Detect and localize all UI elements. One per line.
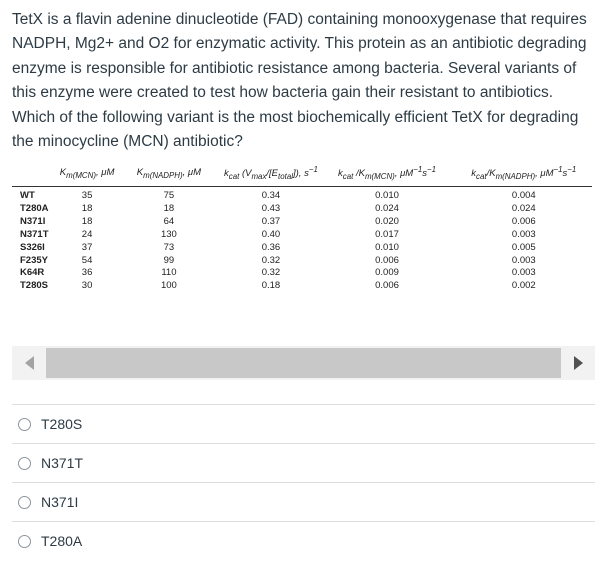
header-kcat: $k_{cat}$ $(V_{max}/[E_{total}])$, $s^{-1}$ bbox=[223, 163, 318, 187]
value-cell-kcat-km-nadph: 0.003 bbox=[511, 267, 536, 279]
radio-button[interactable] bbox=[18, 418, 31, 431]
answer-option[interactable] bbox=[12, 521, 595, 560]
header-km-mcn: $K_{m(MCN)}$, μM bbox=[60, 163, 115, 187]
value-cell-kcat: 0.43 bbox=[261, 202, 281, 214]
radio-button[interactable] bbox=[18, 535, 31, 548]
value-cell-kcat: 0.32 bbox=[261, 254, 281, 266]
value-cell-kcat: 0.18 bbox=[261, 280, 281, 292]
header-kcat-km-nadph: $k_{cat}/K_{m(NADPH)}$, $\mu M^{-1}s^{-1}$ bbox=[456, 163, 592, 187]
table-row bbox=[12, 267, 592, 280]
answer-options bbox=[12, 404, 595, 560]
value-cell-km-nadph: 64 bbox=[163, 215, 175, 227]
value-cell-kcat-km-nadph: 0.004 bbox=[511, 190, 536, 202]
value-cell-kcat-km-mcn: 0.010 bbox=[375, 241, 399, 253]
value-cell-km-nadph: 73 bbox=[163, 241, 175, 253]
value-cell-km-mcn: 30 bbox=[81, 280, 93, 292]
table-row bbox=[12, 255, 592, 268]
option-label: T280S bbox=[41, 416, 83, 432]
option-label: N371I bbox=[41, 494, 79, 510]
value-cell-km-nadph: 18 bbox=[163, 202, 175, 214]
variant-cell: F235Y bbox=[20, 254, 48, 266]
value-cell-kcat-km-nadph: 0.003 bbox=[511, 254, 536, 266]
value-cell-kcat-km-mcn: 0.006 bbox=[375, 280, 399, 292]
variant-cell: N371T bbox=[20, 228, 49, 240]
kinetics-table bbox=[12, 163, 592, 293]
value-cell-kcat-km-nadph: 0.024 bbox=[511, 202, 536, 214]
value-cell-kcat-km-mcn: 0.017 bbox=[375, 228, 399, 240]
value-cell-km-mcn: 37 bbox=[81, 241, 93, 253]
value-cell-kcat-km-mcn: 0.020 bbox=[375, 215, 399, 227]
option-label: N371T bbox=[41, 455, 84, 471]
radio-button[interactable] bbox=[18, 496, 31, 509]
value-cell-kcat-km-mcn: 0.006 bbox=[375, 254, 399, 266]
answer-option[interactable] bbox=[12, 482, 595, 521]
scroll-left-button[interactable] bbox=[12, 346, 46, 380]
value-cell-km-mcn: 18 bbox=[81, 215, 93, 227]
value-cell-km-nadph: 130 bbox=[160, 228, 177, 240]
horizontal-scrollbar[interactable] bbox=[12, 346, 595, 380]
value-cell-km-mcn: 18 bbox=[81, 202, 93, 214]
value-cell-kcat: 0.37 bbox=[261, 215, 281, 227]
variant-cell: S326I bbox=[20, 241, 45, 253]
value-cell-kcat-km-nadph: 0.002 bbox=[511, 280, 536, 292]
table-row bbox=[12, 216, 592, 229]
question-text: TetX is a flavin adenine dinucleotide (FAD) containing monooxygenase that requires NADPH, Mg2+ and O2 for enzymatic activity. This protein as an antibiotic degrading enzyme is responsible for antibiotic resistance among bacteria. Several variants of this enzyme were created to test how bacteria gain their resistant to antibiotics. Which of the following variant is the most biochemically efficient TetX for degrading the minocycline (MCN) antibiotic? bbox=[12, 11, 587, 151]
value-cell-km-nadph: 100 bbox=[160, 280, 177, 292]
answer-option[interactable] bbox=[12, 404, 595, 443]
table-row bbox=[12, 229, 592, 242]
table-row bbox=[12, 280, 592, 293]
table-row bbox=[12, 242, 592, 255]
value-cell-kcat-km-nadph: 0.006 bbox=[511, 215, 536, 227]
value-cell-kcat: 0.32 bbox=[261, 267, 281, 279]
scroll-right-button[interactable] bbox=[561, 346, 595, 380]
table-row bbox=[12, 187, 592, 203]
table-row bbox=[12, 203, 592, 216]
value-cell-kcat-km-nadph: 0.005 bbox=[511, 241, 536, 253]
scrollbar-thumb[interactable] bbox=[46, 348, 561, 378]
header-variant bbox=[12, 163, 60, 187]
variant-cell: T280A bbox=[20, 202, 49, 214]
value-cell-kcat: 0.40 bbox=[261, 228, 281, 240]
arrow-right-icon bbox=[574, 356, 583, 370]
value-cell-kcat: 0.36 bbox=[261, 241, 281, 253]
value-cell-km-mcn: 35 bbox=[81, 190, 93, 202]
kinetics-table-image bbox=[12, 163, 592, 313]
arrow-left-icon bbox=[25, 356, 34, 370]
value-cell-kcat-km-mcn: 0.010 bbox=[375, 190, 399, 202]
variant-cell: N371I bbox=[20, 215, 46, 227]
value-cell-km-mcn: 24 bbox=[81, 228, 93, 240]
answer-option[interactable] bbox=[12, 443, 595, 482]
value-cell-kcat-km-mcn: 0.009 bbox=[375, 267, 399, 279]
variant-cell: T280S bbox=[20, 280, 48, 292]
value-cell-km-nadph: 110 bbox=[161, 267, 177, 279]
radio-button[interactable] bbox=[18, 457, 31, 470]
variant-cell: WT bbox=[20, 190, 35, 202]
option-label: T280A bbox=[41, 533, 83, 549]
value-cell-kcat: 0.34 bbox=[261, 190, 281, 202]
variant-cell: K64R bbox=[20, 267, 45, 279]
header-kcat-km-mcn: $k_{cat}$ $/K_{m(MCN)}$, $\mu M^{-1}s^{-1}$ bbox=[318, 163, 455, 187]
value-cell-kcat-km-nadph: 0.003 bbox=[511, 228, 536, 240]
value-cell-kcat-km-mcn: 0.024 bbox=[375, 202, 399, 214]
header-km-nadph: $K_{m(NADPH)}$, μM bbox=[114, 163, 223, 187]
value-cell-km-mcn: 36 bbox=[81, 267, 93, 279]
value-cell-km-mcn: 54 bbox=[81, 254, 93, 266]
value-cell-km-nadph: 75 bbox=[163, 190, 175, 202]
value-cell-km-nadph: 99 bbox=[163, 254, 175, 266]
